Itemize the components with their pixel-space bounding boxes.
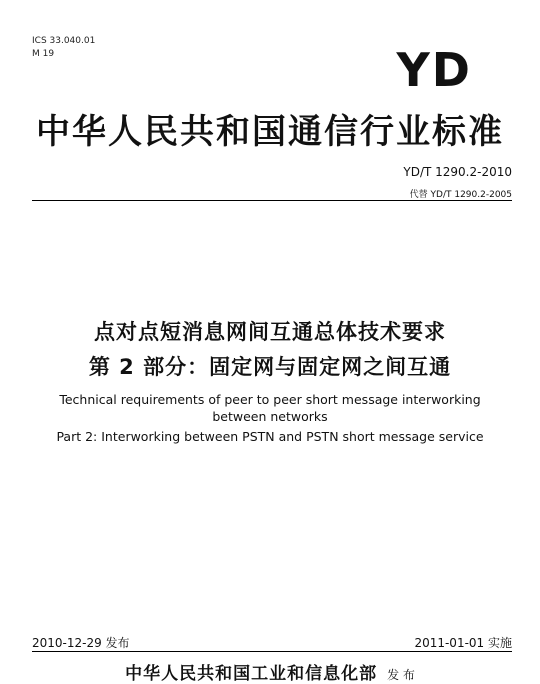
top-divider [32,200,512,201]
issue-word: 发 布 [387,668,415,682]
chinese-title-line2: 第 2 部分：固定网与固定网之间互通 [88,355,452,379]
standard-category-title: 中华人民共和国通信行业标准 [36,112,504,152]
issuer-name: 中华人民共和国工业和信息化部 [125,664,378,684]
replaces-standard: 代替 YD/T 1290.2-2005 [409,190,512,200]
ccs-code: M 19 [32,49,55,59]
issuer-line [0,659,540,684]
english-title-line1: Technical requirements of peer to peer short message interworking [59,392,481,407]
english-title-line2: between networks [212,409,328,424]
english-title-line3: Part 2: Interworking between PSTN and PSTN short message service [56,429,484,444]
yd-logo: YD [396,43,472,97]
bottom-divider [32,651,512,652]
ics-code: ICS 33.040.01 [32,36,96,46]
implementation-date: 2011-01-01 实施 [414,636,512,650]
chinese-title-line1: 点对点短消息网间互通总体技术要求 [94,320,446,344]
issue-date: 2010-12-29 发布 [32,636,130,650]
standard-number: YD/T 1290.2-2010 [403,165,512,179]
